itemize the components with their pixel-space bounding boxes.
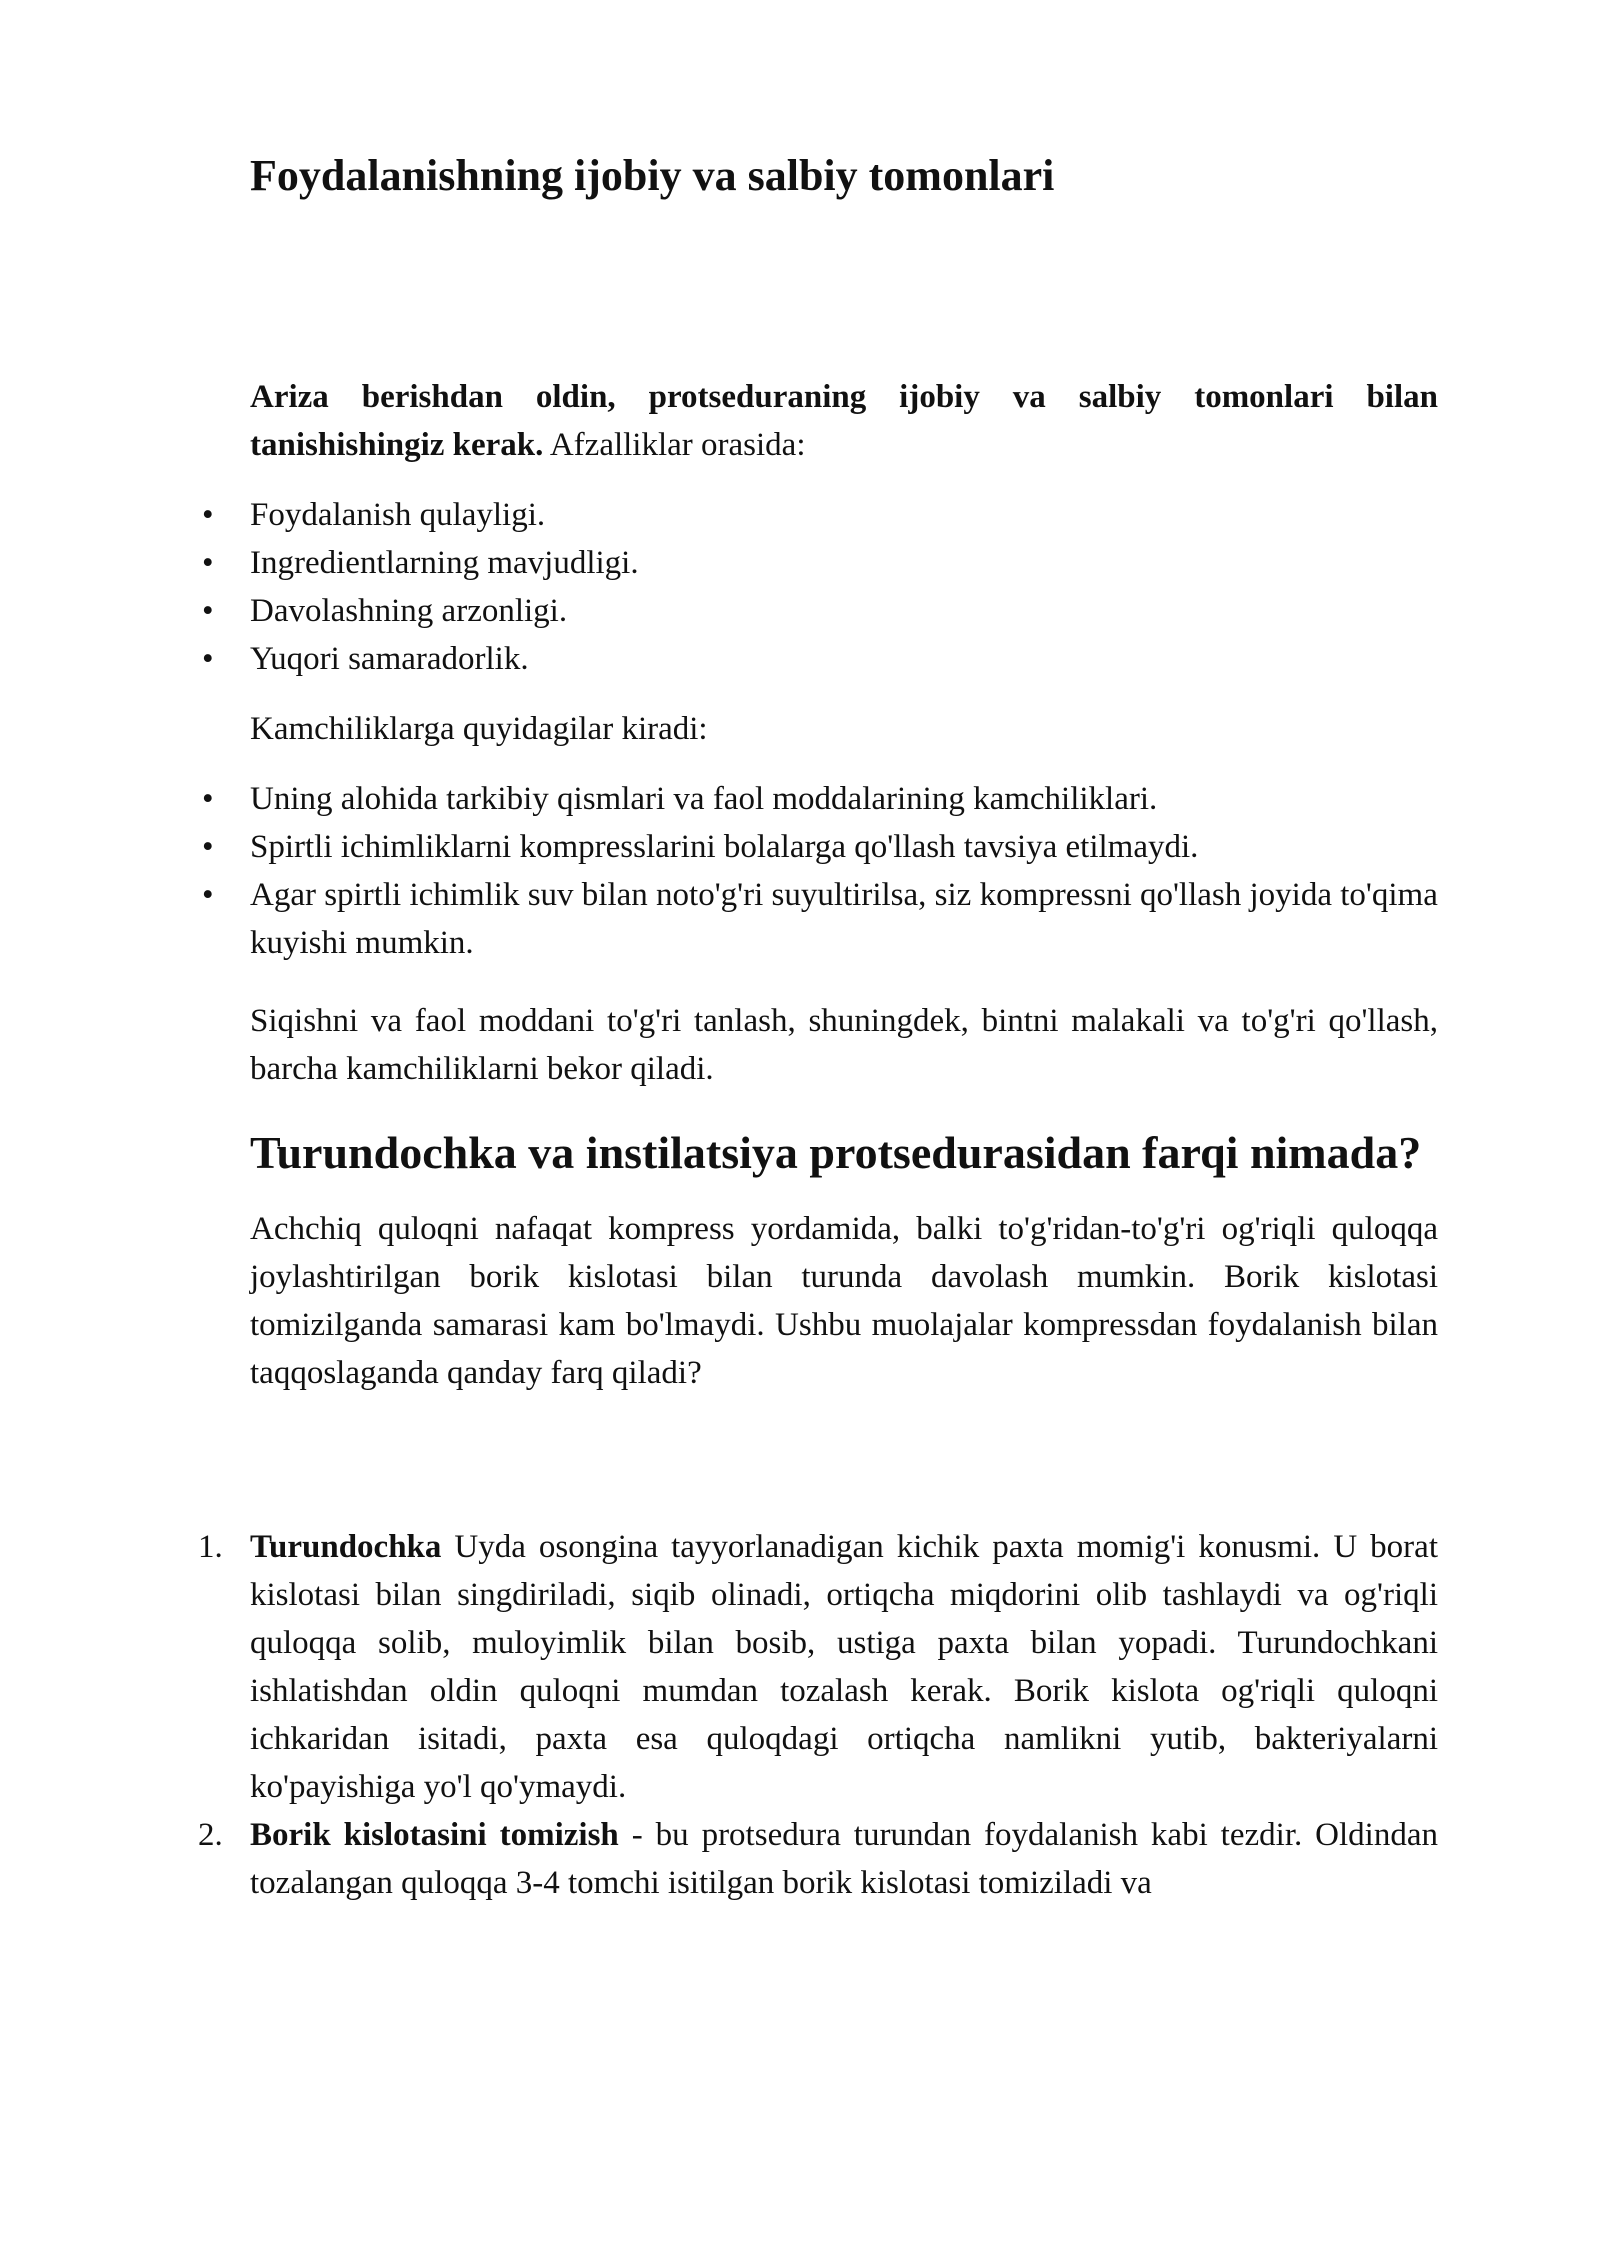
procedures-list [198,1523,1438,1907]
item-term: Turundochka [250,1528,442,1565]
list-item: • Uning alohida tarkibiy qismlari va faol moddalarining kamchiliklari. [250,775,1438,823]
list-item: • Ingredientlarning mavjudligi. [250,539,1438,587]
list-item [198,1811,1438,1907]
advantages-list [250,491,1438,683]
intro-bold-text: Ariza berishdan oldin, protseduraning ijobiy va salbiy tomonlari bilan tanishishingiz kerak. [250,378,1438,463]
list-number: 1. [198,1528,223,1565]
list-number: 2. [198,1816,223,1853]
disadvantages-intro: Kamchiliklarga quyidagilar kiradi: [250,710,708,747]
document-body [198,150,1438,1907]
list-item: • Spirtli ichimliklarni kompresslarini bolalarga qo'llash tavsiya etilmaydi. [250,823,1438,871]
section-heading: Turundochka va instilatsiya protsedurasidan farqi nimada? [250,1126,1422,1178]
list-item: • Foydalanish qulayligi. [250,491,1438,539]
section-paragraph: Achchiq quloqni nafaqat kompress yordamida, balki to'g'ridan-to'g'ri og'riqli quloqqa joylashtirilgan borik kislotasi bilan turunda davolash mumkin. Borik kislotasi tomizilganda samarasi kam bo'lmaydi. Ushbu muolajalar kompressdan foydalanish bilan taqqoslaganda qanday farq qiladi? [250,1210,1438,1391]
intro-paragraph [250,373,1438,469]
list-item: • Agar spirtli ichimlik suv bilan noto'g'ri suyultirilsa, siz kompressni qo'llash joyida to'qima kuyishi mumkin. [250,871,1438,967]
intro-text: Afzalliklar orasida: [543,426,806,463]
list-item [198,1523,1438,1811]
disadvantages-list [250,775,1438,967]
item-term: Borik kislotasini tomizish [250,1816,619,1853]
list-item: • Yuqori samaradorlik. [250,635,1438,683]
item-text: Uyda osongina tayyorlanadigan kichik paxta momig'i konusmi. U borat kislotasi bilan singdiriladi, siqib olinadi, ortiqcha miqdorini olib tashlaydi va og'riqli quloqqa solib, muloyimlik bilan bosib, ustiga paxta bilan yopadi. Turundochkani ishlatishdan oldin quloqni mumdan tozalash kerak. Borik kislota og'riqli quloqni ichkaridan isitadi, paxta esa quloqdagi ortiqcha namlikni yutib, bakteriyalarni ko'payishiga yo'l qo'ymaydi. [250,1528,1438,1805]
conclusion-paragraph: Siqishni va faol moddani to'g'ri tanlash, shuningdek, bintni malakali va to'g'ri qo'llash, barcha kamchiliklarni bekor qiladi. [250,1002,1438,1087]
list-item: • Davolashning arzonligi. [250,587,1438,635]
page-title: Foydalanishning ijobiy va salbiy tomonlari [250,151,1055,200]
item-text: - bu protsedura turundan foydalanish kabi tezdir. Oldindan tozalangan quloqqa 3-4 tomchi isitilgan borik kislotasi tomiziladi va [250,1816,1438,1901]
